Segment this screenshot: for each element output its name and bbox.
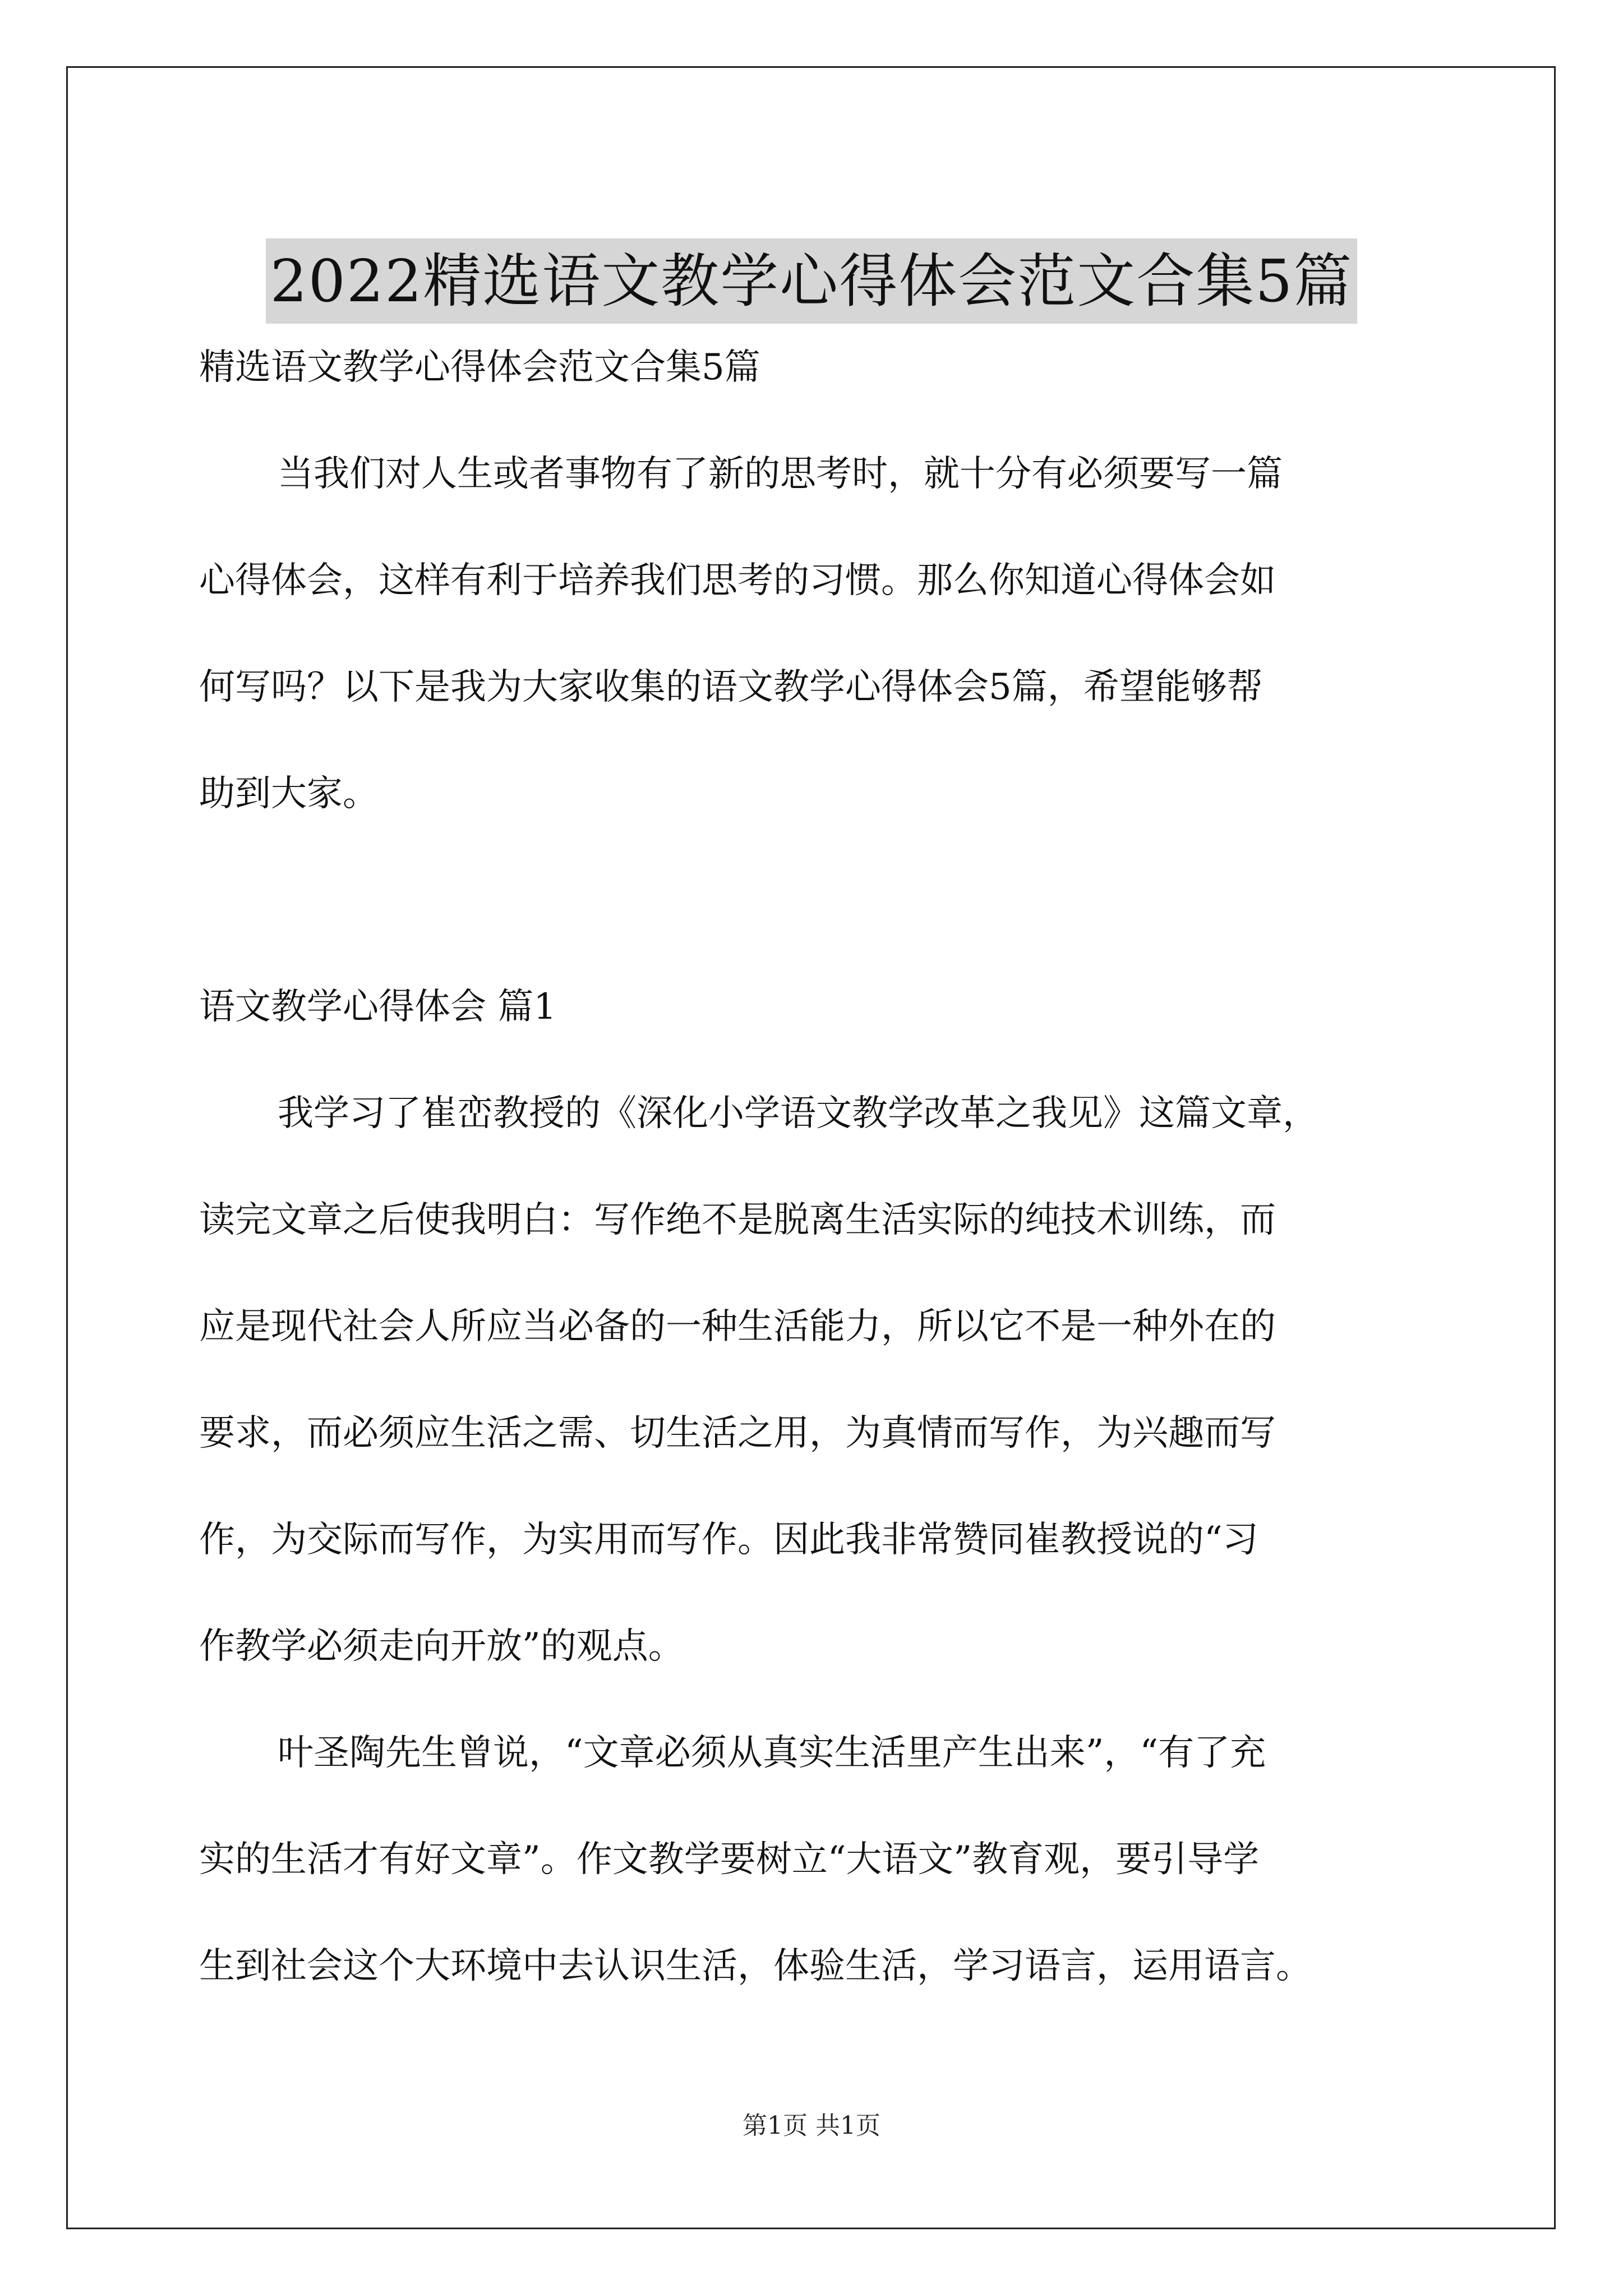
paragraph-line: 读完文章之后使我明白：写作绝不是脱离生活实际的纯技术训练，而 [199,1199,1276,1241]
paragraph-line: 实的生活才有好文章”。作文教学要树立“大语文”教育观，要引导学 [199,1839,1260,1880]
document-body [199,314,1433,2019]
paragraph-line: 我学习了崔峦教授的《深化小学语文教学改革之我见》这篇文章， [278,1093,1318,1134]
paragraph-line: 作，为交际而写作，为实用而写作。因此我非常赞同崔教授说的“习 [199,1519,1258,1561]
paragraph-line: 叶圣陶先生曾说，“文章必须从真实生活里产生出来”，“有了充 [278,1732,1266,1774]
intro-line: 心得体会，这样有利于培养我们思考的习惯。那么你知道心得体会如 [199,560,1276,601]
paragraph-line: 作教学必须走向开放”的观点。 [199,1626,684,1667]
intro-line: 当我们对人生或者事物有了新的思考时，就十分有必须要写一篇 [278,453,1283,495]
section-heading: 语文教学心得体会 篇1 [199,986,557,1028]
intro-line: 助到大家。 [199,773,379,815]
document-title: 2022精选语文教学心得体会范文合集5篇 [266,238,1358,324]
page-footer: 第1页 共1页 [743,2111,880,2140]
intro-line: 何写吗？以下是我为大家收集的语文教学心得体会5篇，希望能够帮 [199,666,1263,708]
paragraph-line: 要求，而必须应生活之需、切生活之用，为真情而写作，为兴趣而写 [199,1412,1276,1454]
paragraph-line: 生到社会这个大环境中去认识生活，体验生活，学习语言，运用语言。 [199,1945,1312,1987]
paragraph-line: 应是现代社会人所应当必备的一种生活能力，所以它不是一种外在的 [199,1306,1276,1347]
document-subtitle: 精选语文教学心得体会范文合集5篇 [199,347,760,388]
blank-line [199,847,1433,954]
